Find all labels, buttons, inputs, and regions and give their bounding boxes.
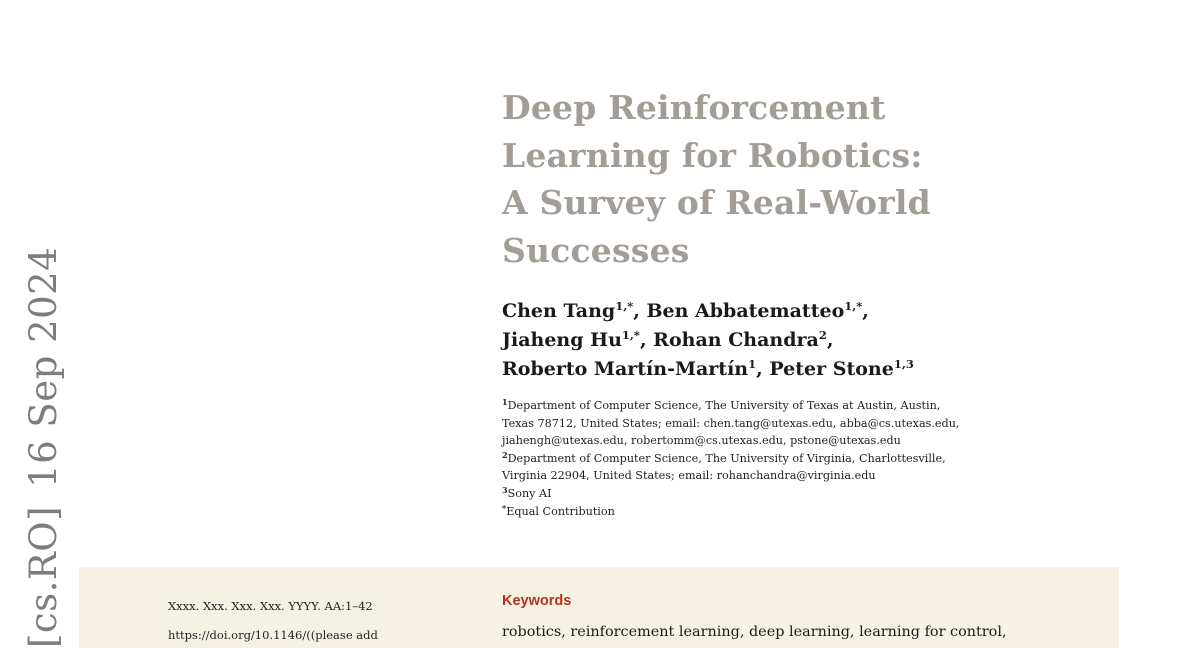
- author-name: Jiaheng Hu: [502, 329, 622, 351]
- affiliation-text: Virginia 22904, United States; email: rohanchandra@virginia.edu: [502, 469, 876, 483]
- title-line: Learning for Robotics:: [502, 135, 923, 175]
- affiliation-line: [502, 397, 1047, 415]
- paper-title: [502, 84, 1062, 274]
- author-line: [502, 297, 1102, 326]
- affiliation-line: [502, 432, 1047, 450]
- affiliation-text: Department of Computer Science, The University of Texas at Austin, Austin,: [507, 399, 941, 412]
- affiliation-mark: 2: [502, 449, 508, 460]
- arxiv-category: [cs.RO]: [22, 505, 65, 648]
- author-affiliation-mark: 2: [818, 328, 827, 342]
- author-name: Chen Tang: [502, 300, 616, 322]
- affiliation-text: jiahengh@utexas.edu, robertomm@cs.utexas.edu, pstone@utexas.edu: [502, 434, 901, 448]
- author-affiliation-mark: 1,*: [615, 299, 634, 313]
- author-affiliation-mark: 1: [748, 357, 757, 371]
- author-separator: ,: [826, 329, 834, 351]
- affiliation-mark: 1: [502, 397, 508, 407]
- arxiv-stamp: [22, 247, 65, 648]
- author-affiliation-mark: 1,3: [893, 357, 914, 371]
- keywords-text: robotics, reinforcement learning, deep learning, learning for control,: [502, 624, 1007, 640]
- author-affiliation-mark: 1,*: [621, 328, 640, 342]
- affiliations: [502, 397, 1047, 520]
- arxiv-date: 16 Sep 2024: [22, 246, 65, 488]
- affiliation-line: [502, 485, 1047, 503]
- author-name: Rohan Chandra: [653, 329, 819, 351]
- title-line: Successes: [502, 230, 690, 270]
- author-separator: ,: [633, 300, 647, 322]
- author-name: Ben Abbatematteo: [646, 300, 845, 322]
- affiliation-text: Department of Computer Science, The University of Virginia, Charlottesville,: [507, 451, 946, 465]
- affiliation-text: Sony AI: [507, 486, 552, 500]
- doi-link[interactable]: https://doi.org/10.1146/((please add: [168, 628, 378, 642]
- affiliation-text: Texas 78712, United States; email: chen.tang@utexas.edu, abba@cs.utexas.edu,: [502, 416, 960, 430]
- author-separator: ,: [862, 300, 869, 322]
- author-name: Peter Stone: [769, 358, 894, 380]
- author-list: [502, 297, 1102, 384]
- keywords-heading: Keywords: [502, 593, 572, 609]
- affiliation-line: [502, 450, 1047, 468]
- affiliation-mark: *: [502, 502, 507, 513]
- author-line: [502, 326, 1102, 355]
- author-line: [502, 355, 1102, 384]
- title-line: Deep Reinforcement: [502, 88, 886, 127]
- title-line: A Survey of Real-World: [502, 183, 931, 222]
- affiliation-line: [502, 503, 1047, 521]
- affiliation-mark: 3: [502, 484, 508, 495]
- author-name: Roberto Martín-Martín: [502, 358, 749, 380]
- affiliation-line: [502, 415, 1047, 433]
- author-affiliation-mark: 1,*: [844, 299, 863, 313]
- author-separator: ,: [756, 358, 770, 380]
- citation-line: Xxxx. Xxx. Xxx. Xxx. YYYY. AA:1–42: [168, 599, 373, 613]
- affiliation-line: [502, 467, 1047, 485]
- affiliation-text: Equal Contribution: [506, 504, 615, 518]
- title-block: [502, 84, 1062, 274]
- author-separator: ,: [639, 329, 654, 351]
